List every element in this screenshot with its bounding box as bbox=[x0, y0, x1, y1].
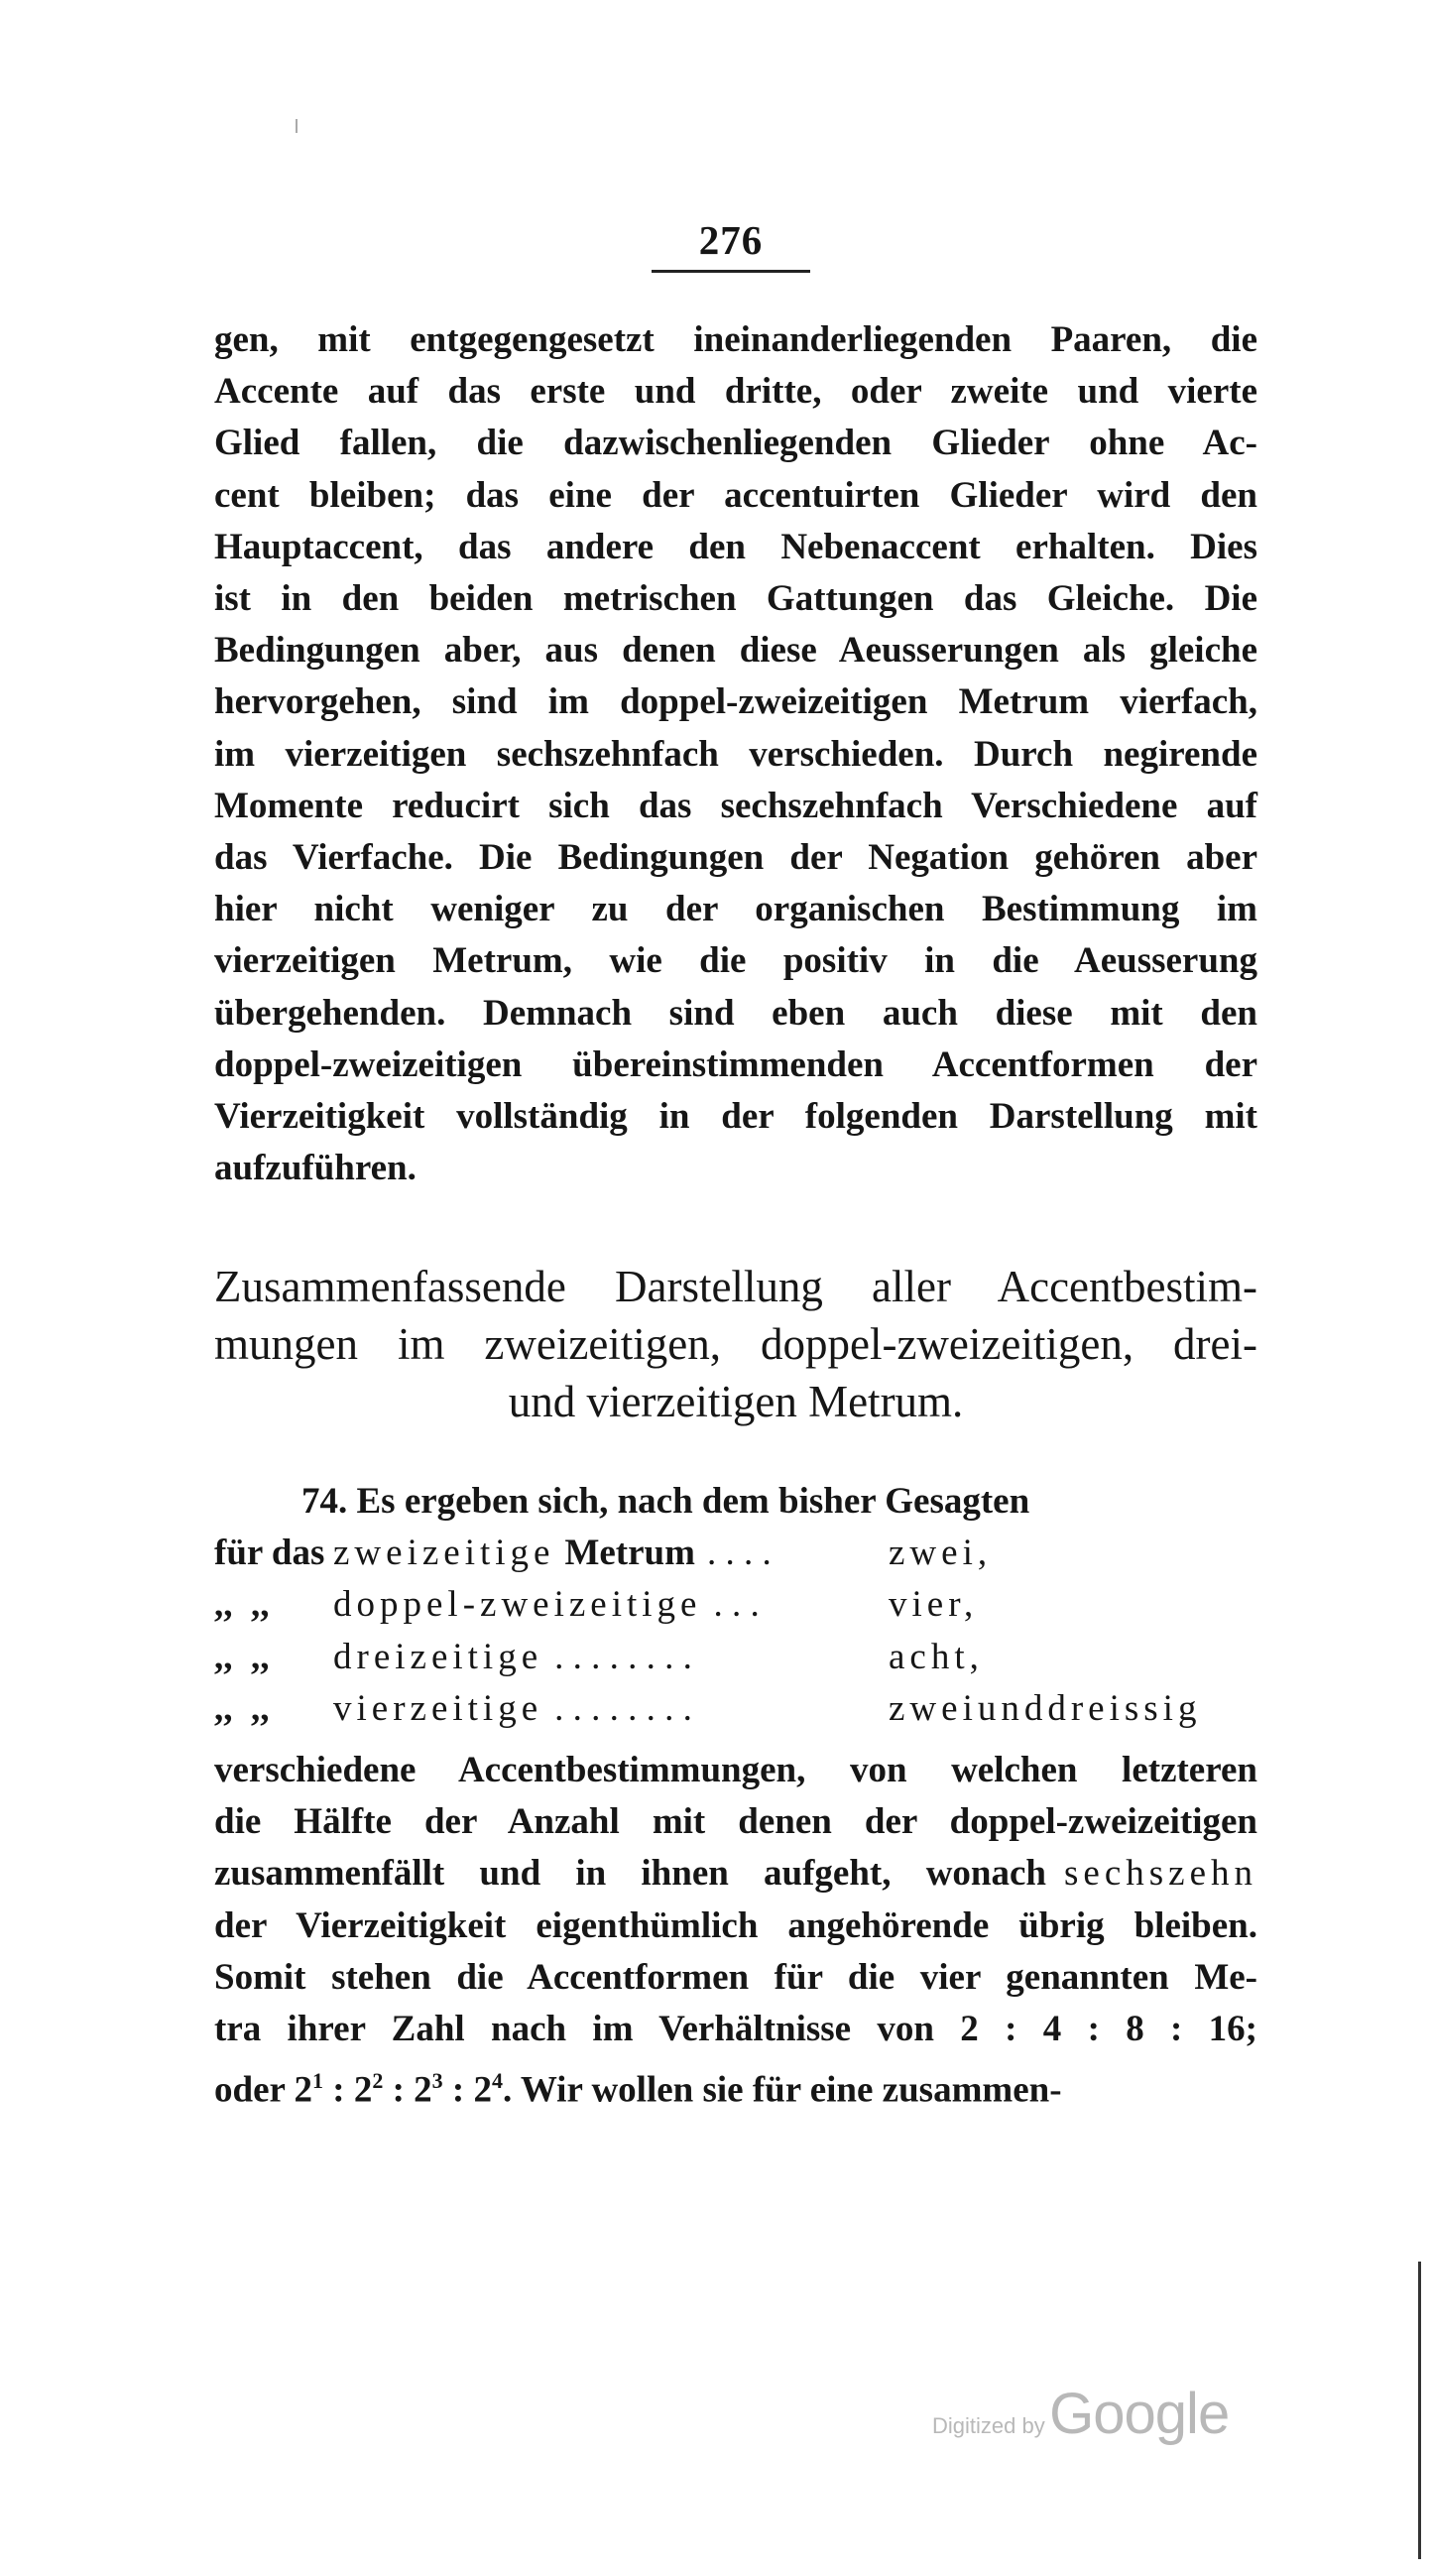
section-number: 74. bbox=[301, 1481, 348, 1522]
row-dots: . . . . . . . . bbox=[554, 1636, 692, 1677]
heading-line: mungen im zweizeitigen, doppel-zweizeitigen, drei- bbox=[214, 1319, 1257, 1369]
after-line: die Hälfte der Anzahl mit denen der doppel-zweizeitigen bbox=[214, 1801, 1257, 1843]
after-line: zusammenfällt und in ihnen aufgeht, wonach sechszehn bbox=[214, 1853, 1257, 1895]
body-line: übergehenden. Demnach sind eben auch diese mit den bbox=[214, 992, 1257, 1034]
row-term: zweizeitige bbox=[333, 1533, 555, 1573]
row-term: vierzeitige bbox=[333, 1687, 543, 1729]
body-line: Glied fallen, die dazwischenliegenden Glieder ohne Ac- bbox=[214, 423, 1257, 464]
body-line: cent bleiben; das eine der accentuirten Glieder wird den bbox=[214, 474, 1257, 516]
heading-line: Zusammenfassende Darstellung aller Accentbestim- bbox=[214, 1262, 1257, 1311]
last-line: oder $2^1$ : $2^2$ : $2^3$ : $2^4$. Wir wollen sie für eine zusammen- bbox=[214, 2068, 1062, 2111]
page-number-rule bbox=[652, 270, 810, 273]
row-count: vier, bbox=[889, 1584, 979, 1626]
count-list-row bbox=[214, 1528, 1257, 1579]
body-line: aufzuführen. bbox=[214, 1148, 417, 1189]
after-line: tra ihrer Zahl nach im Verhältnisse von 2 : 4 : 8 : 16; bbox=[214, 2009, 1257, 2049]
body-line: hier nicht weniger zu der organischen Bestimmung im bbox=[214, 889, 1257, 930]
spaced-word: sechszehn bbox=[1064, 1853, 1257, 1895]
watermark-prefix: Digitized by bbox=[932, 2413, 1045, 2438]
heading-line: und vierzeitigen Metrum. bbox=[508, 1377, 964, 1426]
after-line: der Vierzeitigkeit eigenthümlich angehörende übrig bleiben. bbox=[214, 1904, 1257, 1946]
section-intro: Es ergeben sich, nach dem bisher Gesagten bbox=[356, 1481, 1030, 1522]
row-term-suffix: Metrum bbox=[564, 1533, 695, 1573]
body-line: doppel-zweizeitigen übereinstimmenden Accentformen der bbox=[214, 1043, 1257, 1085]
scan-edge bbox=[1418, 2262, 1421, 2559]
row-lead: ,, ,, bbox=[214, 1687, 270, 1729]
body-line: Hauptaccent, das andere den Nebenaccent erhalten. Dies bbox=[214, 526, 1257, 567]
count-list-row bbox=[214, 1683, 1257, 1735]
row-count: acht, bbox=[889, 1636, 984, 1677]
body-line: hervorgehen, sind im doppel-zweizeitigen Metrum vierfach, bbox=[214, 681, 1257, 723]
scan-artifact bbox=[296, 119, 298, 133]
page-number: 276 bbox=[698, 217, 764, 263]
body-line: ist in den beiden metrischen Gattungen das Gleiche. Die bbox=[214, 578, 1257, 619]
row-term: doppel-zweizeitige bbox=[333, 1584, 702, 1626]
body-line: vierzeitigen Metrum, wie die positiv in die Aeusserung bbox=[214, 940, 1257, 982]
body-line: im vierzeitigen sechszehnfach verschieden. Durch negirende bbox=[214, 733, 1257, 775]
count-list-row bbox=[214, 1632, 1257, 1683]
row-count: zweiunddreissig bbox=[889, 1687, 1202, 1729]
row-dots: . . . . bbox=[706, 1533, 772, 1573]
google-logo: Google bbox=[1049, 2382, 1230, 2446]
count-list-row bbox=[214, 1579, 1257, 1631]
body-line: Accente auf das erste und dritte, oder zweite und vierte bbox=[214, 371, 1257, 413]
section-intro-line bbox=[214, 1476, 1257, 1528]
body-line: Vierzeitigkeit vollständig in der folgenden Darstellung mit bbox=[214, 1096, 1257, 1137]
body-line: Momente reducirt sich das sechszehnfach Verschiedene auf bbox=[214, 785, 1257, 826]
row-lead: für das bbox=[214, 1533, 325, 1573]
body-line: das Vierfache. Die Bedingungen der Negation gehören aber bbox=[214, 837, 1257, 878]
row-term: dreizeitige bbox=[333, 1636, 543, 1677]
row-dots: . . . . . . . . bbox=[554, 1687, 692, 1729]
body-line: Bedingungen aber, aus denen diese Aeusserungen als gleiche bbox=[214, 630, 1257, 672]
row-dots: . . . bbox=[713, 1584, 760, 1626]
body-line: gen, mit entgegengesetzt ineinanderliegenden Paaren, die bbox=[214, 319, 1257, 360]
google-watermark bbox=[932, 2381, 1229, 2447]
row-count: zwei, bbox=[889, 1533, 993, 1573]
row-lead: ,, ,, bbox=[214, 1584, 270, 1626]
row-lead: ,, ,, bbox=[214, 1636, 270, 1677]
after-line: verschiedene Accentbestimmungen, von welchen letzteren bbox=[214, 1750, 1257, 1790]
after-line: Somit stehen die Accentformen für die vier genannten Me- bbox=[214, 1956, 1257, 1998]
